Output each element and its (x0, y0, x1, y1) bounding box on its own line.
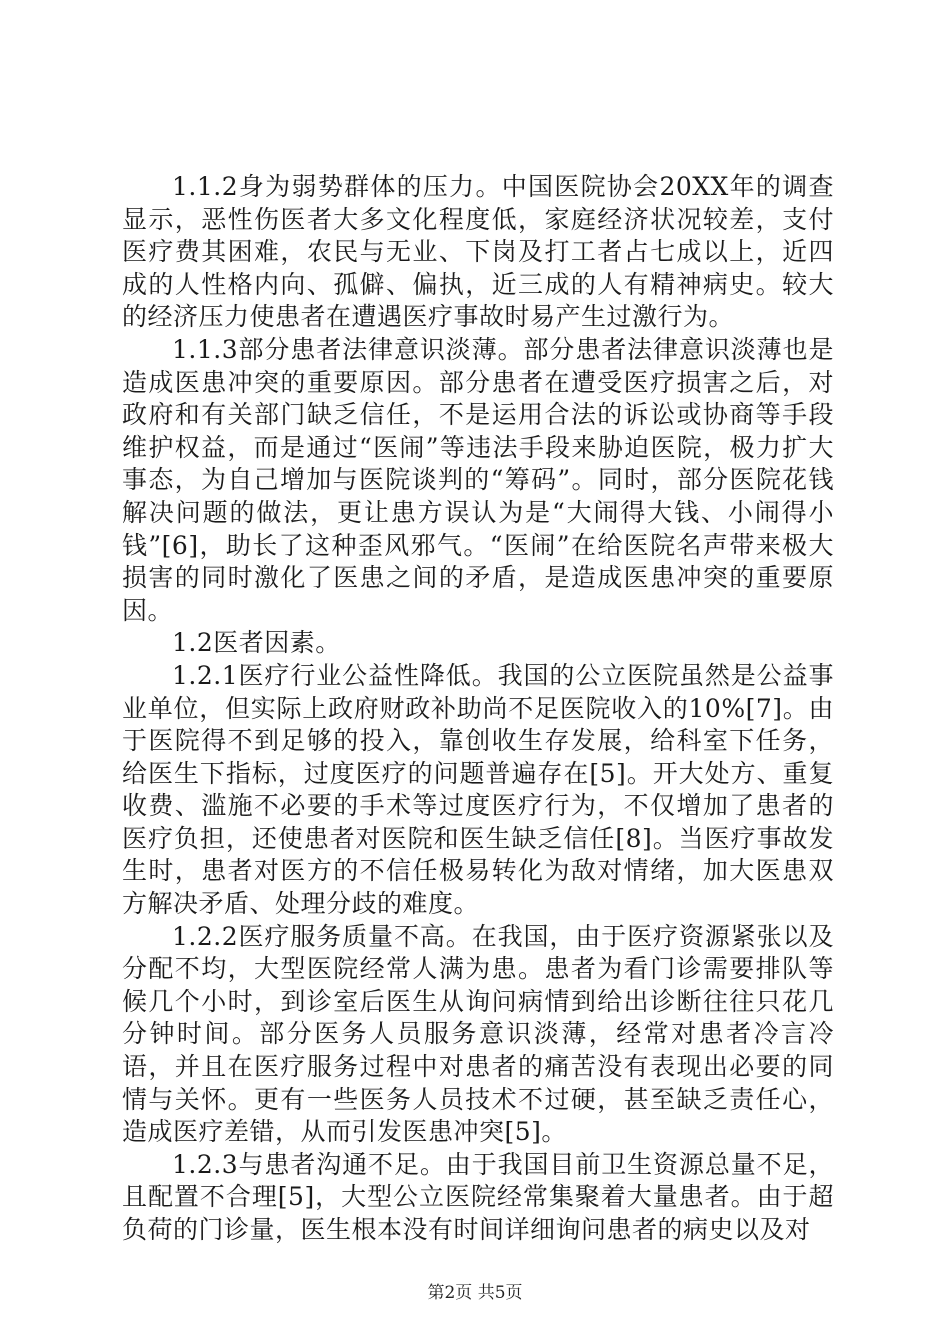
paragraph-1-1-3: 1.1.3部分患者法律意识淡薄。部分患者法律意识淡薄也是造成医患冲突的重要原因。部分患者在遭受医疗损害之后，对政府和有关部门缺乏信任，不是运用合法的诉讼或协商等手段维护权益，而是通过“医闹”等违法手段来胁迫医院，极力扩大事态，为自己增加与医院谈判的“筹码”。同时，部分医院花钱解决问题的做法，更让患方误认为是“大闹得大钱、小闹得小钱”[6]，助长了这种歪风邪气。“医闹”在给医院名声带来极大损害的同时激化了医患之间的矛盾，是造成医患冲突的重要原因。 (122, 334, 834, 625)
paragraph-1-2-3: 1.2.3与患者沟通不足。由于我国目前卫生资源总量不足，且配置不合理[5]，大型公立医院经常集聚着大量患者。由于超负荷的门诊量，医生根本没有时间详细询问患者的病史以及对 (122, 1149, 834, 1244)
paragraph-1-2-2: 1.2.2医疗服务质量不高。在我国，由于医疗资源紧张以及分配不均，大型医院经常人满为患。患者为看门诊需要排队等候几个小时，到诊室后医生从询问病情到给出诊断往往只花几分钟时间。部分医务人员服务意识淡薄，经常对患者冷言冷语，并且在医疗服务过程中对患者的痛苦没有表现出必要的同情与关怀。更有一些医务人员技术不过硬，甚至缺乏责任心，造成医疗差错，从而引发医患冲突[5]。 (122, 921, 834, 1147)
document-body (122, 171, 834, 1247)
paragraph-1-1-2: 1.1.2身为弱势群体的压力。中国医院协会20XX年的调查显示，恶性伤医者大多文化程度低，家庭经济状况较差，支付医疗费其困难，农民与无业、下岗及打工者占七成以上，近四成的人性格内向、孤僻、偏执，近三成的人有精神病史。较大的经济压力使患者在遭遇医疗事故时易产生过激行为。 (122, 172, 834, 332)
section-heading-1-2: 1.2医者因素。 (172, 628, 341, 658)
paragraph-1-2-1: 1.2.1医疗行业公益性降低。我国的公立医院虽然是公益事业单位，但实际上政府财政补助尚不足医院收入的10%[7]。由于医院得不到足够的投入，靠创收生存发展，给科室下任务，给医生下指标，过度医疗的问题普遍存在[5]。开大处方、重复收费、滥施不必要的手术等过度医疗行为，不仅增加了患者的医疗负担，还使患者对医院和医生缺乏信任[8]。当医疗事故发生时，患者对医方的不信任极易转化为敌对情绪，加大医患双方解决矛盾、处理分歧的难度。 (122, 660, 834, 919)
page-footer: 第2页 共5页 (427, 1283, 523, 1303)
